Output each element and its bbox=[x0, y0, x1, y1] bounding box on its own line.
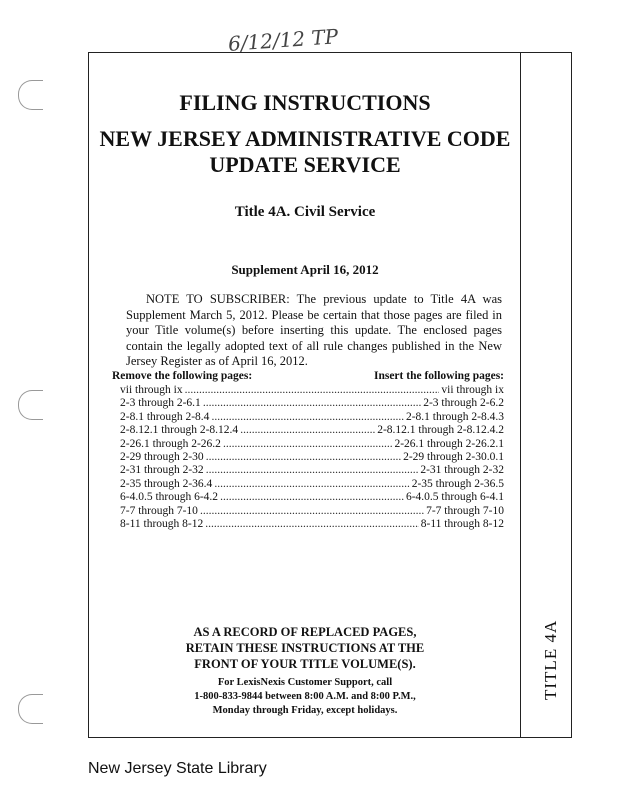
leader-dots bbox=[206, 464, 419, 476]
insert-pages: 2-3 through 2-6.2 bbox=[423, 397, 504, 410]
page-list-row bbox=[112, 424, 504, 437]
page-heading: FILING INSTRUCTIONS bbox=[179, 90, 431, 115]
insert-header: Insert the following pages: bbox=[373, 370, 504, 382]
page-list-row bbox=[112, 384, 504, 397]
page-list-row bbox=[112, 411, 504, 424]
leader-dots bbox=[214, 478, 409, 490]
insert-pages: 2-8.12.1 through 2-8.12.4.2 bbox=[377, 424, 504, 437]
insert-pages: vii through ix bbox=[441, 384, 504, 396]
leader-dots bbox=[203, 397, 421, 409]
page-list-row bbox=[112, 464, 504, 477]
remove-pages: 2-35 through 2-36.4 bbox=[120, 477, 213, 490]
leader-dots bbox=[185, 384, 440, 396]
remove-pages: 2-8.1 through 2-8.4 bbox=[120, 410, 210, 423]
remove-pages: 2-29 through 2-30 bbox=[120, 450, 204, 463]
remove-pages: 2-8.12.1 through 2-8.12.4 bbox=[120, 424, 239, 437]
punch-hole bbox=[18, 80, 43, 110]
tab-label: TITLE 4A bbox=[541, 619, 560, 700]
leader-dots bbox=[240, 424, 375, 436]
leader-dots bbox=[220, 491, 404, 503]
page-list bbox=[112, 370, 504, 531]
insert-pages: 7-7 through 7-10 bbox=[426, 504, 504, 517]
insert-pages: 2-26.1 through 2-26.2.1 bbox=[394, 437, 504, 450]
leader-dots bbox=[205, 518, 418, 530]
record-line: AS A RECORD OF REPLACED PAGES, bbox=[193, 625, 417, 639]
page-list-row bbox=[112, 505, 504, 518]
leader-dots bbox=[211, 411, 404, 423]
support-line: 1-800-833-9844 between 8:00 A.M. and 8:00 P.M., bbox=[194, 691, 416, 702]
leader-dots bbox=[200, 505, 424, 517]
punch-hole bbox=[18, 694, 43, 724]
record-line: FRONT OF YOUR TITLE VOLUME(S). bbox=[194, 657, 416, 671]
handwritten-date-note: 6/12/12 TP bbox=[227, 24, 339, 56]
remove-pages: 2-3 through 2-6.1 bbox=[120, 397, 201, 410]
insert-pages: 2-29 through 2-30.0.1 bbox=[403, 450, 504, 463]
punch-hole bbox=[18, 390, 43, 420]
library-stamp: New Jersey State Library bbox=[88, 760, 267, 777]
title-name: Title 4A. Civil Service bbox=[234, 204, 376, 220]
leader-dots bbox=[223, 438, 393, 450]
subheading-line: UPDATE SERVICE bbox=[209, 152, 401, 177]
page-list-row bbox=[112, 451, 504, 464]
insert-pages: 8-11 through 8-12 bbox=[420, 517, 504, 530]
subscriber-note: NOTE TO SUBSCRIBER: The previous update to Title 4A was Supplement March 5, 2012. Please be certain that those pages are filed in your Title volume(s) before inserting this update. The enclosed pages contain the legally adopted text of all rule changes published in the New Jersey Register as of April 16, 2012. bbox=[126, 292, 502, 368]
remove-pages: 2-26.1 through 2-26.2 bbox=[120, 437, 221, 450]
support-line: For LexisNexis Customer Support, call bbox=[217, 677, 393, 688]
record-line: RETAIN THESE INSTRUCTIONS AT THE bbox=[185, 641, 425, 655]
insert-pages: 2-35 through 2-36.5 bbox=[411, 477, 504, 490]
insert-pages: 2-31 through 2-32 bbox=[420, 464, 504, 477]
subheading-line: NEW JERSEY ADMINISTRATIVE CODE bbox=[99, 126, 511, 151]
remove-pages: 2-31 through 2-32 bbox=[120, 464, 204, 477]
support-info bbox=[90, 676, 520, 718]
remove-pages: 6-4.0.5 through 6-4.2 bbox=[120, 491, 219, 504]
remove-header: Remove the following pages: bbox=[112, 370, 253, 382]
page-list-row bbox=[112, 438, 504, 451]
page-list-row bbox=[112, 478, 504, 491]
page-list-rows bbox=[112, 384, 504, 531]
code-subheading bbox=[90, 126, 520, 178]
insert-pages: 2-8.1 through 2-8.4.3 bbox=[405, 410, 504, 423]
remove-pages: 7-7 through 7-10 bbox=[120, 504, 198, 517]
supplement-date: Supplement April 16, 2012 bbox=[231, 262, 379, 277]
support-line: Monday through Friday, except holidays. bbox=[212, 705, 398, 716]
page-list-row bbox=[112, 397, 504, 410]
page-list-row bbox=[112, 491, 504, 504]
insert-pages: 6-4.0.5 through 6-4.1 bbox=[405, 491, 504, 504]
page-list-header bbox=[112, 370, 504, 382]
remove-pages: vii through ix bbox=[120, 384, 183, 396]
leader-dots bbox=[206, 451, 401, 463]
page-list-row bbox=[112, 518, 504, 531]
record-notice bbox=[90, 624, 520, 672]
remove-pages: 8-11 through 8-12 bbox=[120, 517, 204, 530]
